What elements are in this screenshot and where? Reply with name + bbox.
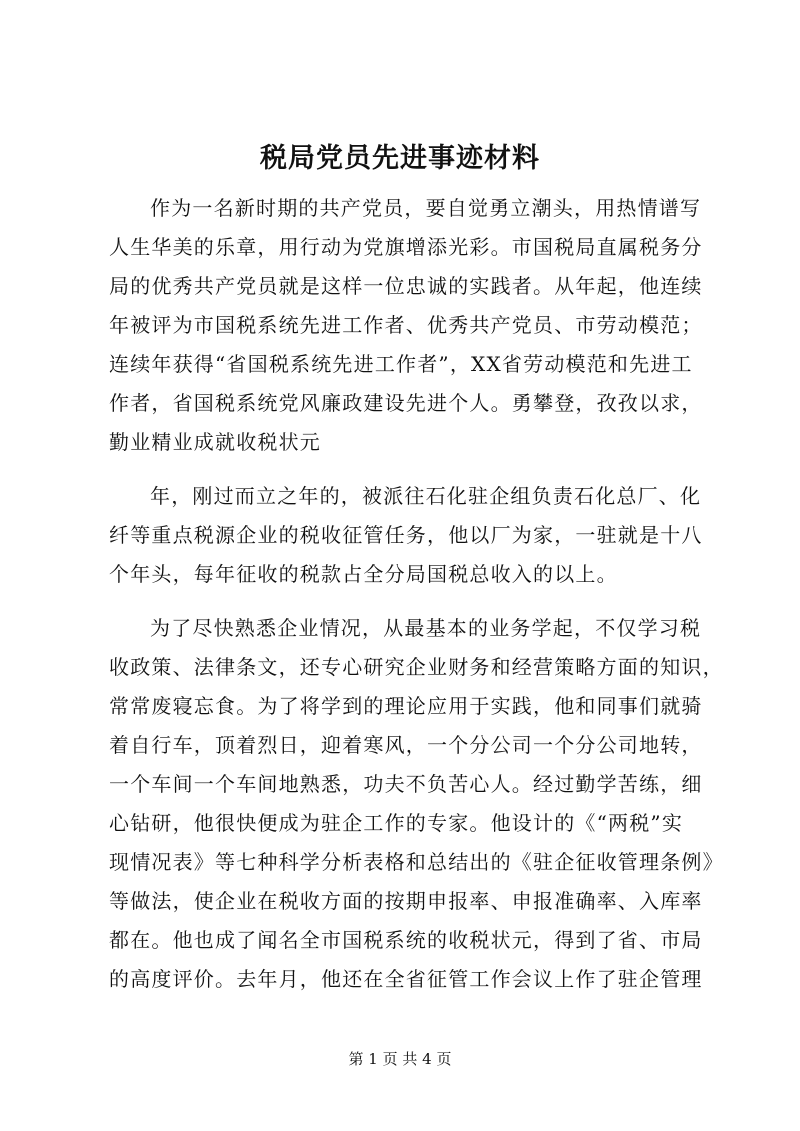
body-line-15: 一个车间一个车间地熟悉，功夫不负苦心人。经过勤学苦练，细: [109, 772, 703, 796]
body-line-19: 都在。他也成了闻名全市国税系统的收税状元，得到了省、市局: [109, 928, 703, 952]
body-line-7: 勤业精业成就收税状元: [109, 430, 321, 454]
body-line-12: 收政策、法律条文，还专心研究企业财务和经营策略方面的知识，: [109, 655, 724, 679]
body-line-4: 年被评为市国税系统先进工作者、优秀共产党员、市劳动模范；: [109, 313, 703, 337]
body-line-1: 作为一名新时期的共产党员，要自觉勇立潮头，用热情谱写: [150, 196, 702, 220]
body-line-16: 心钻研，他很快便成为驻企工作的专家。他设计的《“两税”实: [109, 811, 684, 835]
body-line-13: 常常废寝忘食。为了将学到的理论应用于实践，他和同事们就骑: [109, 694, 703, 718]
body-line-5: 连续年获得“省国税系统先进工作者”，XX省劳动模范和先进工: [109, 352, 693, 376]
body-line-8: 年，刚过而立之年的，被派往石化驻企组负责石化总厂、化: [150, 484, 702, 508]
body-line-2: 人生华美的乐章，用行动为党旗增添光彩。市国税局直属税务分: [109, 235, 703, 259]
body-line-11: 为了尽快熟悉企业情况，从最基本的业务学起，不仅学习税: [150, 616, 702, 640]
page-title: 税局党员先进事迹材料: [260, 143, 540, 174]
page-footer: 第 1 页 共 4 页: [348, 1050, 452, 1068]
body-line-3: 局的优秀共产党员就是这样一位忠诚的实践者。从年起，他连续: [109, 274, 703, 298]
body-line-6: 作者，省国税系统党风廉政建设先进个人。勇攀登，孜孜以求，: [109, 391, 703, 415]
body-line-17: 现情况表》等七种科学分析表格和总结出的《驻企征收管理条例》: [109, 850, 724, 874]
body-line-18: 等做法，使企业在税收方面的按期申报率、申报准确率、入库率: [109, 889, 703, 913]
body-line-9: 纤等重点税源企业的税收征管任务，他以厂为家，一驻就是十八: [109, 523, 703, 547]
body-line-20: 的高度评价。去年月，他还在全省征管工作会议上作了驻企管理: [109, 967, 703, 991]
body-line-10: 个年头，每年征收的税款占全分局国税总收入的以上。: [109, 562, 618, 586]
body-line-14: 着自行车，顶着烈日，迎着寒风，一个分公司一个分公司地转，: [109, 733, 703, 757]
